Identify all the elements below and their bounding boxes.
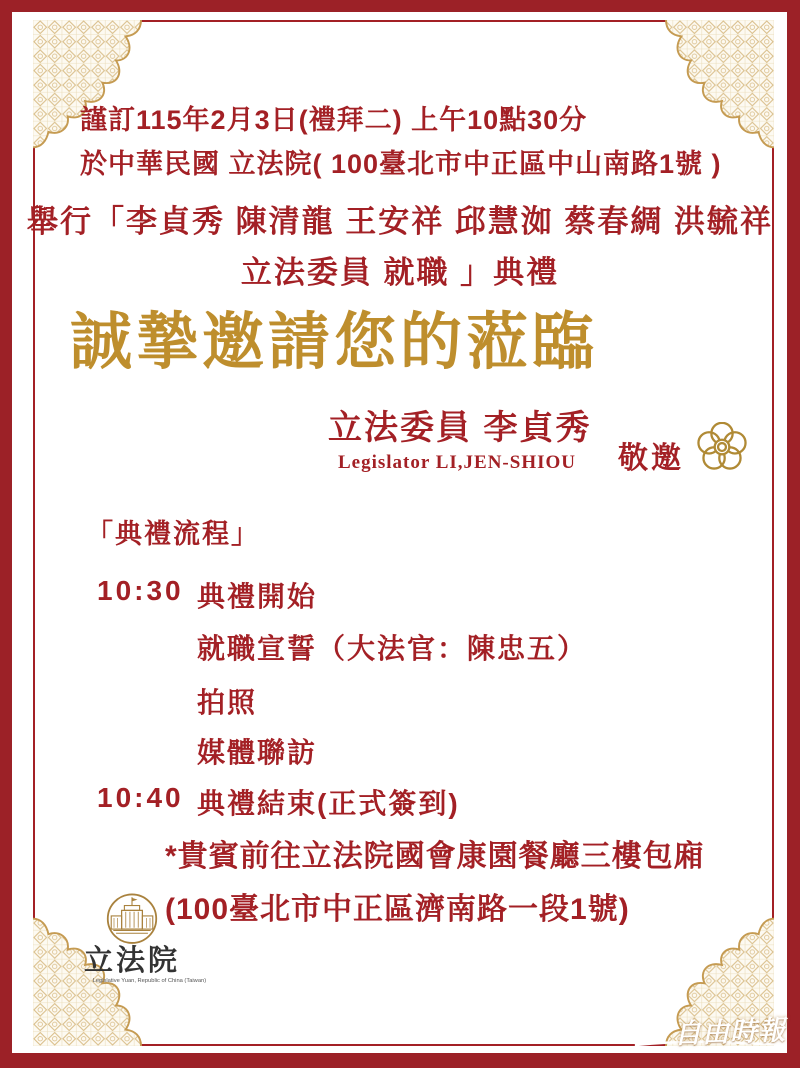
logo-english-caption: Legislative Yuan, Republic of China (Taiwan) bbox=[92, 977, 207, 984]
schedule-item: 就職宣誓（大法官：陳忠五） bbox=[197, 633, 588, 664]
event-names-line: 舉行「李貞秀 陳清龍 王安祥 邱慧洳 蔡春綢 洪毓祥 bbox=[26, 204, 774, 239]
host-name-english: Legislator LI,JEN-SHIOU bbox=[338, 452, 577, 473]
liberty-times-watermark bbox=[634, 1008, 794, 1060]
logo-calligraphy: 立法院 bbox=[84, 945, 181, 977]
schedule-item: 典禮開始 bbox=[197, 581, 318, 612]
schedule-heading: 「典禮流程」 bbox=[86, 519, 260, 549]
legislative-yuan-building-icon bbox=[105, 890, 159, 946]
schedule-item: 拍照 bbox=[197, 687, 258, 718]
watermark-text: 自由時報 bbox=[673, 1015, 787, 1049]
legislative-yuan-logo bbox=[84, 890, 207, 985]
schedule-item: 媒體聯訪 bbox=[197, 737, 318, 768]
schedule-item: 典禮結束(正式簽到) bbox=[197, 788, 460, 819]
schedule-time: 10:30 bbox=[97, 575, 184, 606]
plum-blossom-icon bbox=[697, 422, 747, 472]
respectfully-invites-label: 敬邀 bbox=[618, 442, 684, 475]
gold-headline: 誠摯邀請您的蒞臨 bbox=[70, 308, 599, 377]
schedule-time: 10:40 bbox=[97, 782, 184, 813]
event-venue-line: 於中華民國 立法院( 100臺北市中正區中山南路1號 ) bbox=[80, 149, 722, 179]
event-date-line: 謹訂115年2月3日(禮拜二) 上午10點30分 bbox=[80, 105, 588, 135]
banquet-address-line: (100臺北市中正區濟南路一段1號) bbox=[165, 893, 630, 926]
guest-note-line: *貴賓前往立法院國會康園餐廳三樓包廂 bbox=[165, 840, 705, 873]
corner-ornament-top-right-icon bbox=[639, 20, 774, 155]
host-name: 立法委員 李貞秀 bbox=[328, 409, 592, 447]
event-ceremony-line: 立法委員 就職 」典禮 bbox=[240, 255, 560, 290]
